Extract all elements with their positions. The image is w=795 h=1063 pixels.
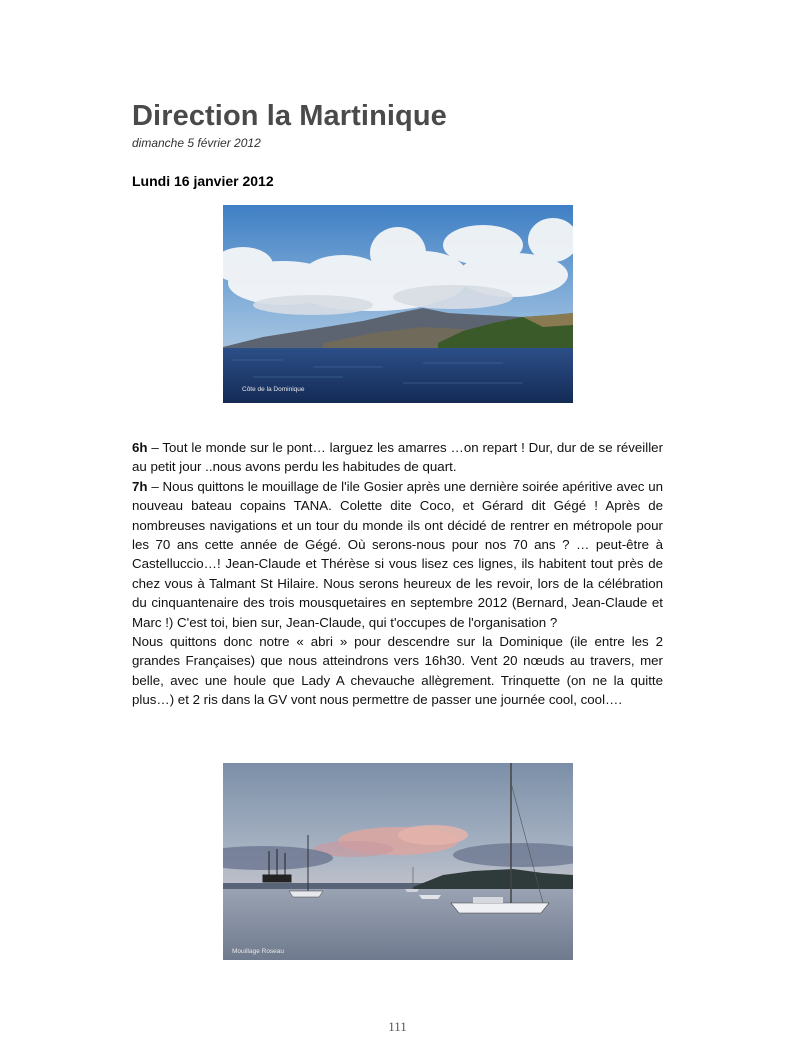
- photo-dominica-coast: [223, 205, 573, 403]
- day-heading: Lundi 16 janvier 2012: [132, 173, 274, 189]
- paragraph-text: – Tout le monde sur le pont… larguez les amarres …on repart ! Dur, dur de se réveiller au petit jour ..nous avons perdu les habitudes de quart.: [132, 440, 663, 475]
- photo-caption: Côte de la Dominique: [242, 386, 305, 393]
- paragraph: [132, 477, 663, 632]
- photo-caption: Mouillage Roseau: [232, 948, 285, 955]
- landscape-photo-icon: [223, 205, 573, 403]
- paragraph-text: Nous quittons donc notre « abri » pour descendre sur la Dominique (ile entre les 2 grandes Françaises) que nous atteindrons vers 16h30. Vent 20 nœuds au travers, mer belle, avec une houle que Lady A chevauche allègrement. Trinquette (on ne la quitte plus…) et 2 ris dans la GV vont nous permettre de passer une journée cool, cool….: [132, 634, 663, 708]
- page-title: Direction la Martinique: [132, 100, 447, 132]
- time-label: 7h: [132, 478, 148, 494]
- sailboats-photo-icon: [223, 763, 573, 960]
- page-number: 111: [388, 1019, 407, 1034]
- photo-roseau-anchorage: [223, 763, 573, 960]
- paragraph: [132, 632, 663, 710]
- post-date: dimanche 5 février 2012: [132, 136, 261, 150]
- paragraph-text: – Nous quittons le mouillage de l'ile Gosier après une dernière soirée apéritive avec un nouveau bateau copains TANA. Colette dite Coco, et Gérard dit Gégé ! Après de nombreuses navigations et un tour du monde ils ont décidé de rentrer en métropole pour les 70 ans cette année de Gégé. Où serons-nous pour nos 70 ans ? … peut-être à Castelluccio…! Jean-Claude et Thérèse si vous lisez ces lignes, ils habitent tout près de chez vous à Talmant St Hilaire. Nous serons heureux de les revoir, lors de la célébration du cinquantenaire des trois mousquetaires en septembre 2012 (Bernard, Jean-Claude et Marc !) C'est toi, bien sur, Jean-Claude, qui t'occupes de l'organisation ?: [132, 478, 663, 630]
- paragraph: [132, 438, 663, 477]
- article-body: [132, 438, 663, 710]
- time-label: 6h: [132, 440, 148, 455]
